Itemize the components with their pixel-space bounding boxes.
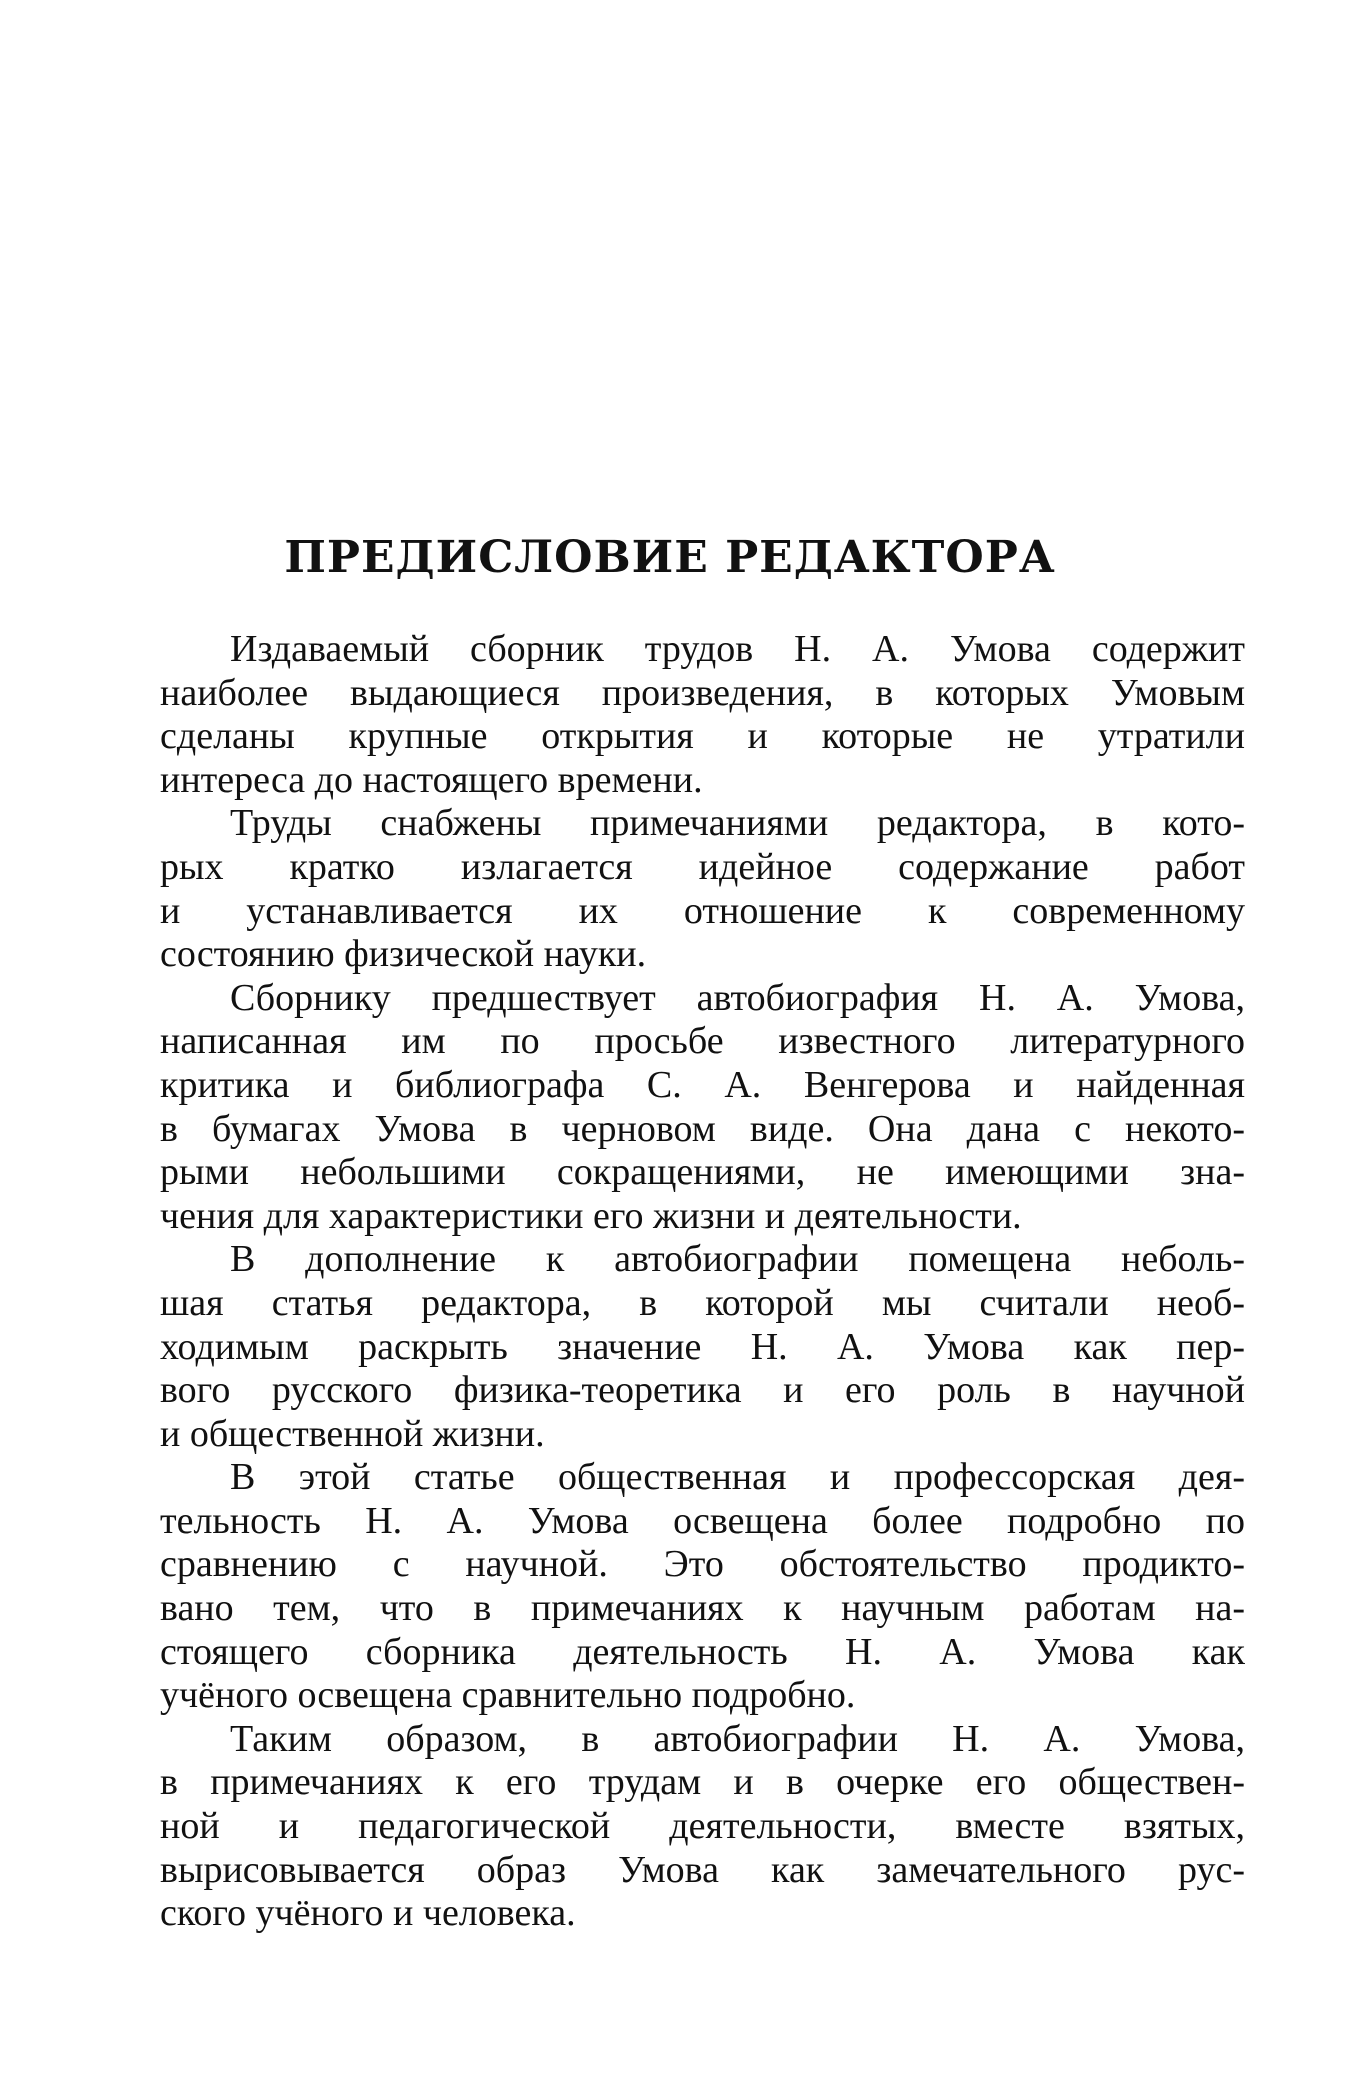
- text-line: и устанавливается их отношение к современному: [160, 889, 1245, 932]
- text-line: вано тем, что в примечаниях к научным работам на-: [160, 1587, 1245, 1630]
- text-line: учёного освещена сравнительно подробно.: [160, 1674, 856, 1717]
- text-line: в бумагах Умова в черновом виде. Она дана с некото-: [160, 1107, 1245, 1150]
- text-line: тельность Н. А. Умова освещена более подробно по: [160, 1499, 1245, 1542]
- page-title: ПРЕДИСЛОВИЕ РЕДАКТОРА: [284, 532, 1056, 583]
- text-line: рых кратко излагается идейное содержание работ: [160, 845, 1245, 888]
- text-line: Издаваемый сборник трудов Н. А. Умова содержит: [230, 628, 1245, 670]
- text-line: вого русского физика-теоретика и его роль в научной: [160, 1369, 1245, 1412]
- text-line: интереса до настоящего времени.: [160, 758, 703, 801]
- text-line: Труды снабжены примечаниями редактора, в кото-: [230, 802, 1245, 845]
- text-line: рыми небольшими сокращениями, не имеющими зна-: [160, 1151, 1245, 1194]
- body-text: [160, 628, 1245, 1936]
- text-line: написанная им по просьбе известного литературного: [160, 1020, 1245, 1063]
- text-line: сделаны крупные открытия и которые не утратили: [160, 715, 1245, 758]
- text-line: наиболее выдающиеся произведения, в которых Умовым: [160, 671, 1245, 714]
- text-line: Таким образом, в автобиографии Н. А. Умова,: [230, 1717, 1245, 1760]
- text-line: и общественной жизни.: [160, 1412, 545, 1455]
- text-line: ского учёного и человека.: [160, 1892, 576, 1935]
- text-line: сравнению с научной. Это обстоятельство продикто-: [160, 1543, 1245, 1586]
- text-line: шая статья редактора, в которой мы считали необ-: [160, 1281, 1245, 1324]
- text-line: В дополнение к автобиографии помещена неболь-: [230, 1238, 1245, 1281]
- text-line: стоящего сборника деятельность Н. А. Умова как: [160, 1630, 1245, 1673]
- text-line: ной и педагогической деятельности, вместе взятых,: [160, 1805, 1245, 1848]
- text-line: в примечаниях к его трудам и в очерке его обществен-: [160, 1761, 1245, 1804]
- text-line: состоянию физической науки.: [160, 933, 647, 976]
- text-line: критика и библиографа С. А. Венгерова и найденная: [160, 1063, 1245, 1106]
- text-line: Сборнику предшествует автобиография Н. А. Умова,: [230, 976, 1245, 1019]
- text-line: чения для характеристики его жизни и деятельности.: [160, 1194, 1022, 1237]
- text-line: вырисовывается образ Умова как замечательного рус-: [160, 1848, 1245, 1891]
- text-line: В этой статье общественная и профессорская дея-: [230, 1456, 1245, 1499]
- text-line: ходимым раскрыть значение Н. А. Умова как пер-: [160, 1325, 1245, 1368]
